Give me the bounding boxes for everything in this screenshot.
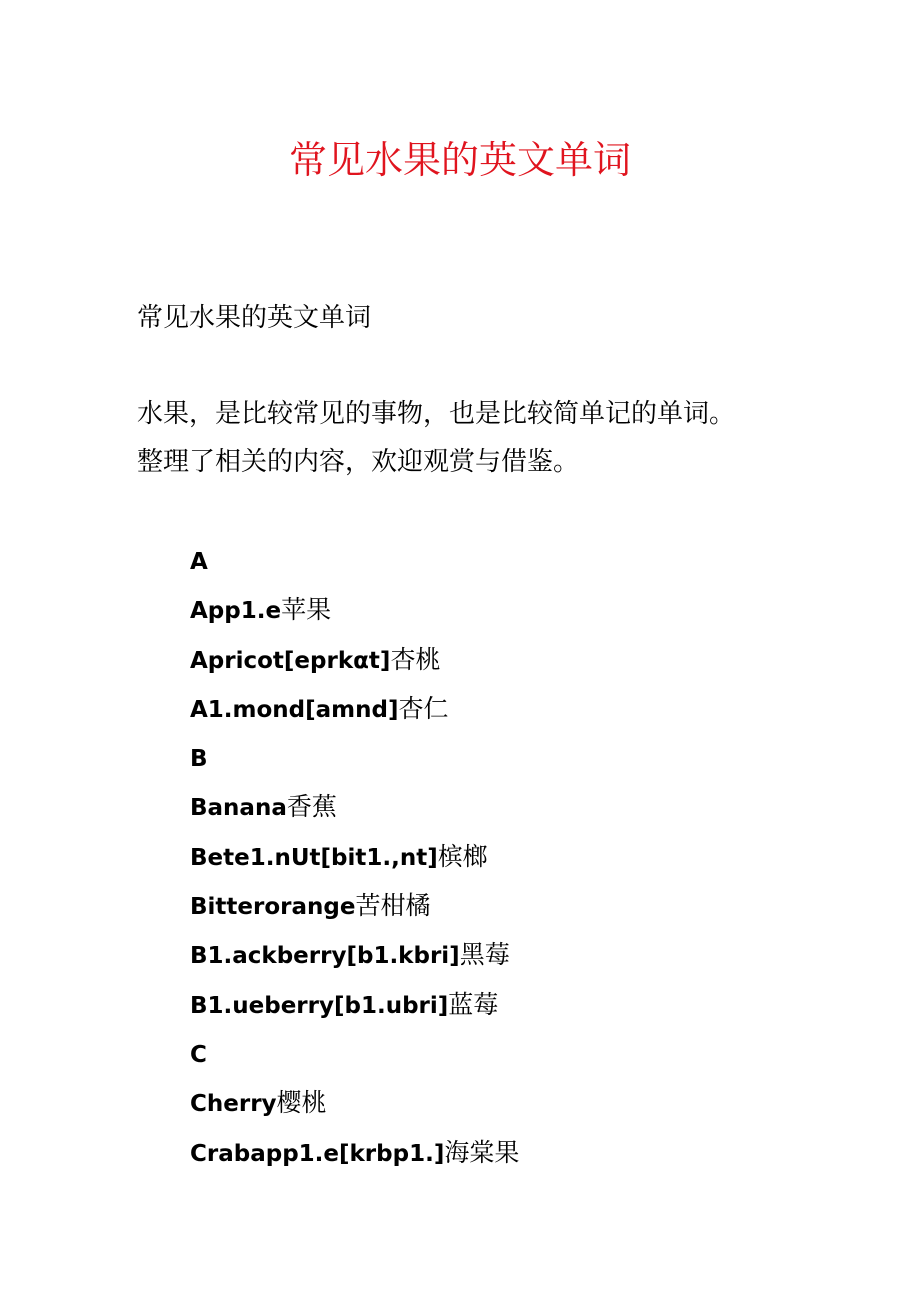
list-item: [190, 832, 519, 881]
english-word: Bitterorange: [190, 894, 356, 921]
list-item: [190, 1128, 519, 1177]
list-item: [190, 980, 519, 1029]
section-letter-c: [190, 1029, 519, 1078]
chinese-meaning: 樱桃: [276, 1088, 327, 1118]
intro-line-2: 整理了相关的内容，欢迎观赏与借鉴。: [137, 447, 580, 477]
page-title: 常见水果的英文单词: [288, 138, 631, 182]
english-word: Cherry: [190, 1091, 277, 1118]
chinese-meaning: 海棠果: [444, 1137, 520, 1167]
document-subtitle: 常见水果的英文单词: [137, 303, 372, 333]
fruit-word-list: [190, 536, 519, 1177]
section-letter-a: [190, 536, 519, 585]
letter-heading: A: [190, 549, 208, 575]
list-item: [190, 635, 519, 684]
letter-heading: B: [190, 746, 208, 773]
list-item: [190, 930, 519, 979]
chinese-meaning: 杏仁: [398, 693, 449, 723]
intro-paragraph: [137, 390, 797, 486]
letter-heading: C: [190, 1041, 207, 1068]
chinese-meaning: 黑莓: [459, 940, 510, 970]
list-item: [190, 1078, 519, 1127]
english-word: B1.ueberry[b1.ubri]: [190, 992, 449, 1019]
english-word: Crabapp1.e[krbp1.]: [190, 1140, 445, 1167]
chinese-meaning: 槟榔: [437, 841, 488, 871]
intro-line-1: 水果，是比较常见的事物，也是比较简单记的单词。: [137, 399, 736, 429]
chinese-meaning: 香蕉: [286, 792, 337, 822]
chinese-meaning: 蓝莓: [448, 989, 499, 1019]
section-letter-b: [190, 733, 519, 782]
english-word: Bete1.nUt[bit1.,nt]: [190, 844, 438, 871]
english-word: A1.mond[amnd]: [190, 696, 399, 723]
list-item: [190, 881, 519, 930]
english-word: Banana: [190, 795, 287, 822]
english-word: App1.e: [190, 598, 282, 625]
english-word: B1.ackberry[b1.kbri]: [190, 943, 460, 970]
chinese-meaning: 苹果: [281, 595, 332, 625]
list-item: [190, 585, 519, 634]
chinese-meaning: 苦柑橘: [355, 891, 431, 921]
english-word: Apricot[eprkαt]: [190, 647, 391, 674]
chinese-meaning: 杏桃: [390, 644, 441, 674]
list-item: [190, 684, 519, 733]
list-item: [190, 782, 519, 831]
